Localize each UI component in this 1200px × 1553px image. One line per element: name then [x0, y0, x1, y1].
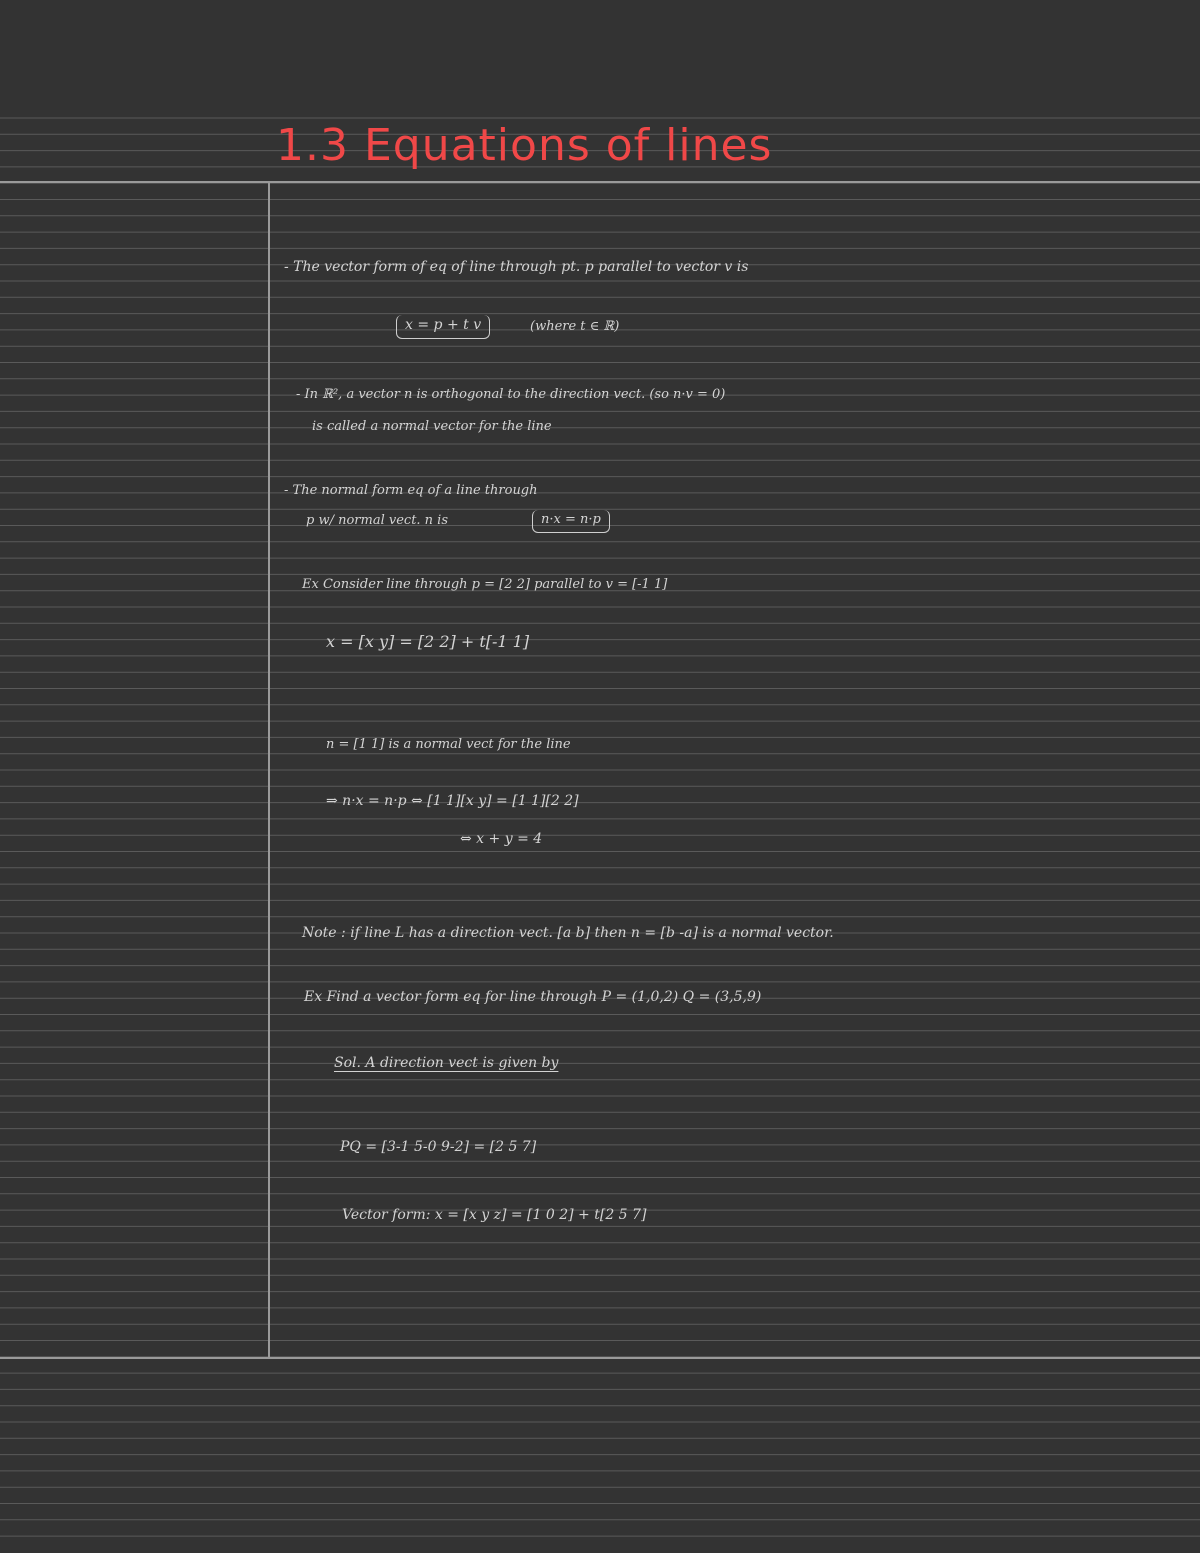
normal-form-definition-1: - The normal form eq of a line through [284, 483, 538, 498]
normal-form-equation: n·x = n·p [532, 510, 610, 533]
vector-form-where: (where t ∈ ℝ) [530, 319, 620, 334]
example-1-vector-form: x = [x y] = [2 2] + t[-1 1] [326, 632, 530, 651]
example-1-intro: Ex Consider line through p = [2 2] parallel to v = [-1 1] [302, 577, 668, 592]
example-1-normal-vector: n = [1 1] is a normal vect for the line [326, 737, 571, 752]
example-1-implication: ⇒ n·x = n·p ⇔ [1 1][x y] = [1 1][2 2] [326, 793, 579, 809]
vector-form-equation: x = p + t v [396, 315, 490, 339]
pq-vector: PQ = [3-1 5-0 9-2] = [2 5 7] [340, 1139, 537, 1155]
normal-form-definition-2: p w/ normal vect. n is [306, 513, 449, 528]
example-2-intro: Ex Find a vector form eq for line through P = (1,0,2) Q = (3,5,9) [304, 989, 762, 1005]
vector-form-definition: - The vector form of eq of line through pt. p parallel to vector v is [284, 259, 749, 275]
final-vector-form: Vector form: x = [x y z] = [1 0 2] + t[2 5 7] [342, 1207, 647, 1223]
page-title: 1.3 Equations of lines [276, 120, 773, 171]
normal-vector-definition-2: is called a normal vector for the line [312, 419, 552, 434]
example-1-result: ⇔ x + y = 4 [460, 831, 543, 847]
solution-line: Sol. A direction vect is given by [334, 1055, 559, 1071]
note-normal-vector: Note : if line L has a direction vect. [a b] then n = [b -a] is a normal vector. [302, 925, 834, 941]
normal-vector-definition-1: - In ℝ², a vector n is orthogonal to the direction vect. (so n·v = 0) [296, 387, 726, 402]
